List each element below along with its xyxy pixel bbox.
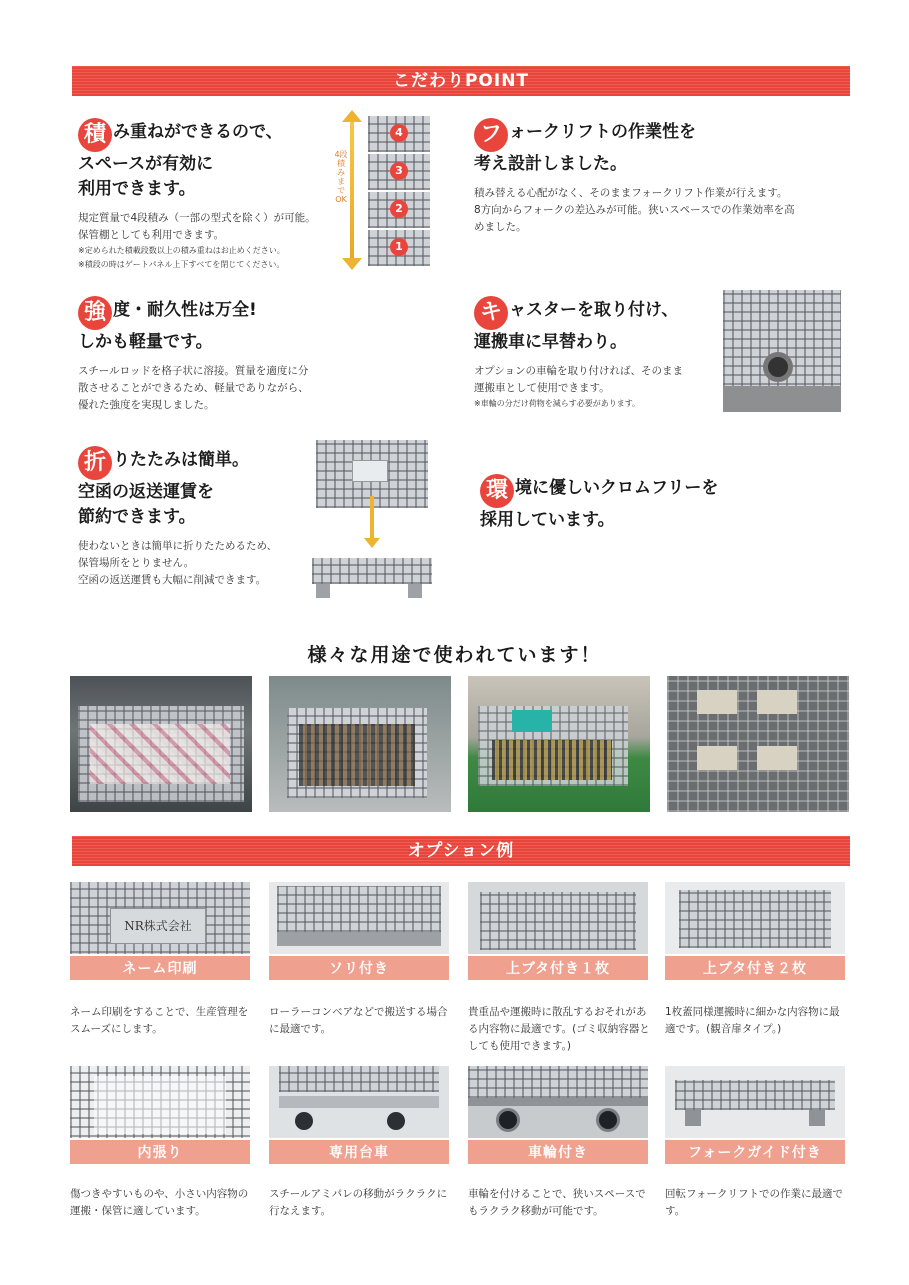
- option-card-fork-guide: [665, 1066, 845, 1164]
- usage-title: 様々な用途で使われています！: [307, 644, 602, 666]
- feature-stack-notes: ※定められた積載段数以上の積み重ねはお止めください。 ※積段の時はゲートパネル上下すべてを閉じてください。: [78, 246, 285, 269]
- wheel-icon: [496, 1108, 520, 1132]
- feature-caster: キ ャスターを取り付け、 運搬車に早替わり。 オプションの車輪を取り付ければ、そのまま 運搬車として使用できます。 ※車輪の分だけ荷物を減らす必要があります。: [474, 296, 724, 411]
- feature-forklift: フ ォークリフトの作業性を 考え設計しました。 積み替える心配がなく、そのままフォークリフト作業が行えます。 8方向からフォークの差込みが可能。狭いスペースでの作業効率を高 めました。: [474, 118, 844, 236]
- wheel-icon: [596, 1108, 620, 1132]
- option-desc: スチールアミパレの移動がラクラクに行なえます。: [269, 1188, 448, 1217]
- option-card-name-print: [70, 882, 250, 980]
- option-card-wheels: [468, 1066, 648, 1164]
- option-card-lid-single: [468, 882, 648, 980]
- usage-photo-storage: [667, 676, 849, 812]
- point-section-title: こだわりPOINT: [392, 71, 530, 91]
- option-desc: 回転フォークリフトでの作業に最適です。: [665, 1188, 843, 1217]
- feature-eco: 環 境に優しいクロムフリーを 採用しています。: [480, 474, 810, 533]
- option-label: 車輪付き: [468, 1138, 648, 1164]
- feature-cap-strength: 強: [78, 296, 112, 330]
- feature-cap-caster: キ: [474, 296, 508, 330]
- option-label: 上ブタ付き２枚: [665, 954, 845, 980]
- wheel-icon: [763, 352, 793, 382]
- wheel-icon: [387, 1112, 405, 1130]
- fold-illustration: [312, 440, 432, 610]
- feature-fold: 折 りたたみは簡単。 空函の返送運賃を 節約できます。 使わないときは簡単に折りたためるため、 保管場所をとりません。 空函の返送運賃も大幅に削減できます。: [78, 446, 338, 589]
- option-section-title: オプション例: [407, 841, 515, 861]
- feature-cap-forklift: フ: [474, 118, 508, 152]
- stack-level-4: 4: [390, 124, 408, 142]
- option-label: ネーム印刷: [70, 954, 250, 980]
- option-card-sled: [269, 882, 449, 980]
- point-section-header: [72, 66, 850, 96]
- stack-illustration: [334, 110, 444, 270]
- feature-forklift-body: 積み替える心配がなく、そのままフォークリフト作業が行えます。 8方向からフォークの差込みが可能。狭いスペースでの作業効率を高 めました。: [474, 187, 795, 233]
- stack-level-3: 3: [390, 162, 408, 180]
- name-plate: NR株式会社: [110, 908, 206, 944]
- feature-stack-body: 規定質量で4段積み（一部の型式を除く）が可能。 保管棚としても利用できます。: [78, 212, 316, 241]
- feature-fold-body: 使わないときは簡単に折りたためるため、 保管場所をとりません。 空函の返送運賃も大幅に削減できます。: [78, 540, 278, 586]
- option-card-lining: [70, 1066, 250, 1164]
- usage-photo-warehouse: [70, 676, 252, 812]
- stack-limit-label: 4段積みまでOK: [334, 150, 348, 204]
- feature-cap-stack: 積: [78, 118, 112, 152]
- option-desc: 車輪を付けることで、狭いスペースでもラクラク移動が可能です。: [468, 1188, 646, 1217]
- option-section-header: [72, 836, 850, 866]
- option-desc: 貴重品や運搬時に散乱するおそれがある内容物に最適です。(ゴミ収納容器としても使用できます。): [468, 1006, 650, 1052]
- stack-level-1: 1: [390, 238, 408, 256]
- usage-photo-factory: [269, 676, 451, 812]
- option-card-cart: [269, 1066, 449, 1164]
- option-label: 専用台車: [269, 1138, 449, 1164]
- caster-photo: [723, 290, 841, 412]
- feature-caster-notes: ※車輪の分だけ荷物を減らす必要があります。: [474, 399, 641, 408]
- option-card-lid-double: [665, 882, 845, 980]
- option-desc: ネーム印刷をすることで、生産管理をスムーズにします。: [70, 1006, 249, 1035]
- stack-level-2: 2: [390, 200, 408, 218]
- feature-stack: 積 み重ねができるので、 スペースが有効に 利用できます。 規定質量で4段積み（一部の型式を除く）が可能。 保管棚としても利用できます。 ※定められた積載段数以上の積み重ねはお止めください。 ※積段の時はゲートパネル上下すべてを閉じてください。: [78, 118, 338, 272]
- usage-photo-green-floor: [468, 676, 650, 812]
- feature-cap-eco: 環: [480, 474, 514, 508]
- feature-cap-fold: 折: [78, 446, 112, 480]
- option-desc: 1枚蓋同様運搬時に細かな内容物に最適です。(観音扉タイプ。): [665, 1006, 840, 1035]
- wheel-icon: [295, 1112, 313, 1130]
- option-label: 上ブタ付き１枚: [468, 954, 648, 980]
- option-label: 内張り: [70, 1138, 250, 1164]
- fold-arrow-icon: [364, 538, 380, 548]
- option-desc: 傷つきやすいものや、小さい内容物の運搬・保管に適しています。: [70, 1188, 249, 1217]
- feature-caster-body: オプションの車輪を取り付ければ、そのまま 運搬車として使用できます。: [474, 365, 684, 394]
- option-desc: ローラーコンベアなどで搬送する場合に最適です。: [269, 1006, 448, 1035]
- option-label: ソリ付き: [269, 954, 449, 980]
- height-arrow: [350, 116, 354, 266]
- feature-strength-body: スチールロッドを格子状に溶接。質量を適度に分 散させることができるため、軽量でありながら、 優れた強度を実現しました。: [78, 365, 309, 411]
- feature-strength: 強 度・耐久性は万全! しかも軽量です。 スチールロッドを格子状に溶接。質量を適度に分 散させることができるため、軽量でありながら、 優れた強度を実現しました。: [78, 296, 378, 414]
- option-label: フォークガイド付き: [665, 1138, 845, 1164]
